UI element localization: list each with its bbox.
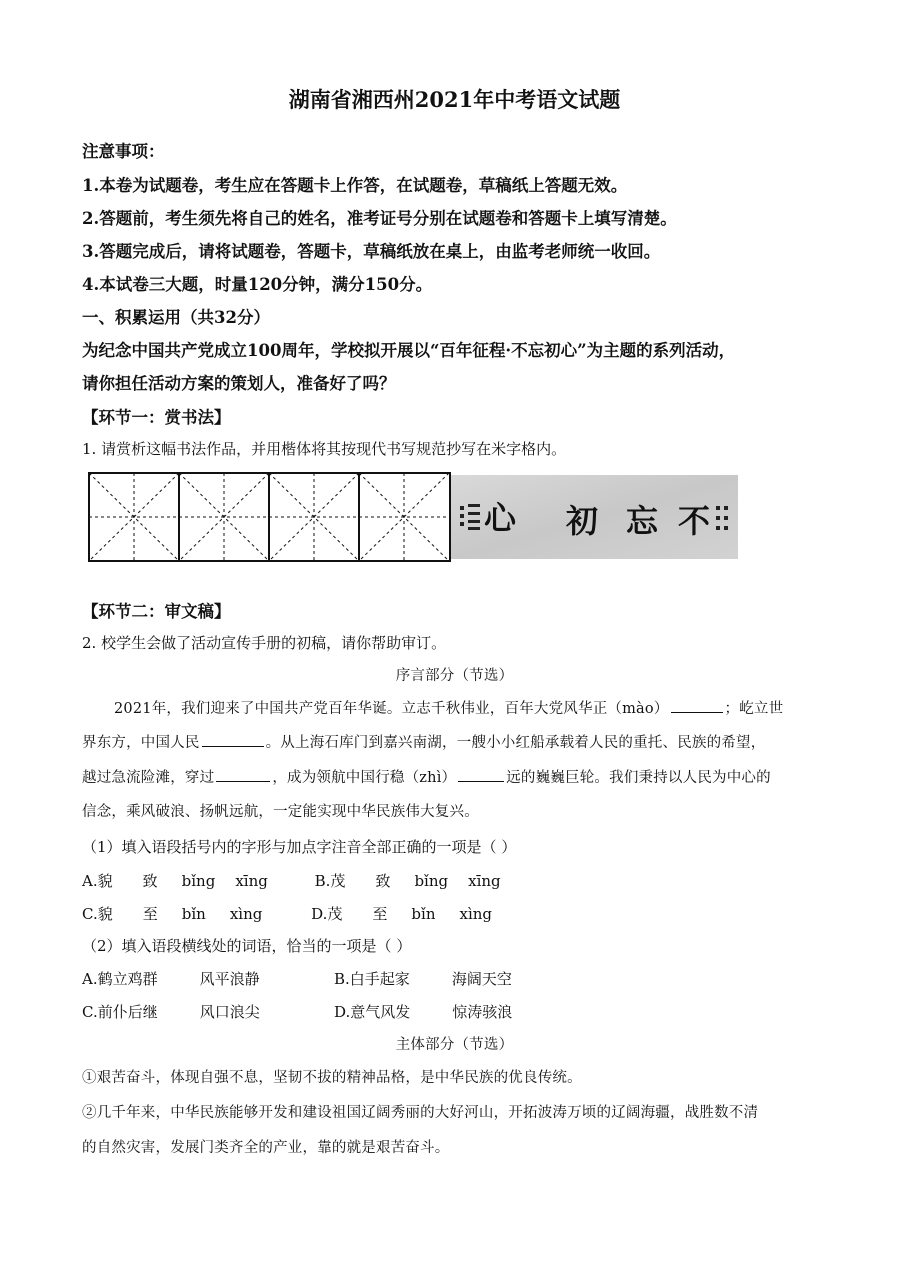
answer-blank[interactable]: [216, 767, 270, 782]
notice-item: 2.答题前，考生须先将自己的姓名，准考证号分别在试题卷和答题卡上填写清楚。: [82, 209, 677, 228]
answer-blank[interactable]: [671, 698, 723, 713]
section-intro: 为纪念中国共产党成立100周年，学校拟开展以“百年征程·不忘初心”为主题的系列活动，: [82, 341, 736, 360]
notice-item: 3.答题完成后，请将试题卷，答题卡，草稿纸放在桌上，由监考老师统一收回。: [82, 242, 661, 261]
calligraphy-char: 心: [484, 499, 517, 537]
option-d[interactable]: D.意气风发 惊涛骇浪: [334, 1003, 513, 1021]
option-c[interactable]: C.前仆后继 风口浪尖: [82, 1003, 260, 1021]
part-heading: 【环节二：审文稿】: [82, 602, 231, 621]
calligraphy-char: 忘: [626, 502, 659, 540]
option-d[interactable]: D.茂 至 bǐn xìng: [311, 905, 493, 923]
sub-question-2: （2）填入语段横线处的词语，恰当的一项是（ ）: [82, 937, 412, 955]
calligraphy-char: 初: [566, 502, 599, 540]
section-intro: 请你担任活动方案的策划人，准备好了吗？: [82, 374, 396, 393]
body-paragraph: ①艰苦奋斗，体现自强不息，坚韧不拔的精神品格，是中华民族的优良传统。: [82, 1070, 582, 1086]
option-row: [82, 903, 492, 924]
section-heading: 一、积累运用（共32分）: [82, 308, 270, 327]
passage-line: 信念，乘风破浪、扬帆远航，一定能实现中华民族伟大复兴。: [82, 804, 479, 820]
option-b[interactable]: B.茂 致 bǐng xīng: [314, 872, 501, 890]
part-heading: 【环节一：赏书法】: [82, 408, 231, 427]
option-a[interactable]: A.鹤立鸡群 风平浪静: [82, 970, 260, 988]
passage-line: 2021年，我们迎来了中国共产党百年华诞。立志千秋伟业，百年大党风华正（mào） ；屹立世: [114, 697, 783, 718]
answer-blank[interactable]: [458, 767, 504, 782]
option-b[interactable]: B.白手起家 海阔天空: [334, 970, 512, 988]
option-c[interactable]: C.貌 至 bǐn xìng: [82, 905, 263, 923]
passage-line: 越过急流险滩，穿过 ，成为领航中国行稳（zhì） 远的巍巍巨轮。我们秉持以人民为中心的: [82, 766, 771, 787]
body-paragraph: 的自然灾害，发展门类齐全的产业，靠的就是艰苦奋斗。: [82, 1140, 450, 1156]
question-1: 1. 请赏析这幅书法作品，并用楷体将其按现代书写规范抄写在米字格内。: [82, 440, 567, 458]
notice-heading: 注意事项：: [82, 142, 165, 161]
option-row: [82, 870, 501, 891]
calligraphy-char: 不: [678, 502, 711, 540]
option-row: [82, 1001, 512, 1022]
body-title: 主体部分（节选）: [395, 1037, 514, 1053]
sub-question-1: （1）填入语段括号内的字形与加点字注音全部正确的一项是（ ）: [82, 838, 517, 856]
page-title: 湖南省湘西州2021年中考语文试题: [288, 87, 621, 112]
option-a[interactable]: A.貌 致 bǐng xīng: [82, 872, 268, 890]
mi-grid-calligraphy-strip: [88, 472, 740, 562]
passage-line: 界东方，中国人民 。从上海石库门到嘉兴南湖，一艘小小红船承载着人民的重托、民族的希望，: [82, 731, 765, 752]
preface-title: 序言部分（节选）: [395, 668, 514, 684]
notice-item: 1.本卷为试题卷，考生应在答题卡上作答，在试题卷，草稿纸上答题无效。: [82, 176, 628, 195]
mi-grid[interactable]: [89, 473, 450, 561]
answer-blank[interactable]: [202, 732, 264, 747]
question-2: 2. 校学生会做了活动宣传手册的初稿，请你帮助审订。: [82, 634, 447, 652]
body-paragraph: ②几千年来，中华民族能够开发和建设祖国辽阔秀丽的大好河山，开拓波涛万顷的辽阔海疆，战胜数不清: [82, 1105, 759, 1121]
option-row: [82, 968, 512, 989]
notice-item: 4.本试卷三大题，时量120分钟，满分150分。: [82, 275, 433, 294]
